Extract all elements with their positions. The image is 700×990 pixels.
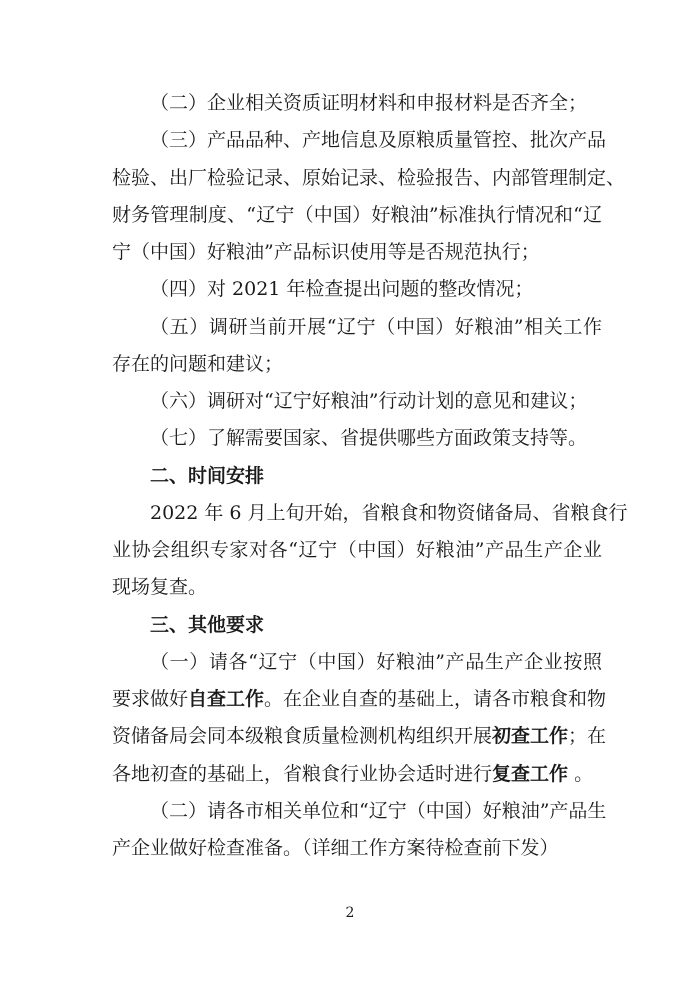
text-line-qualification: （二）企业相关资质证明材料和申报材料是否齐全； [150,92,588,114]
page-number: 2 [345,905,355,921]
text-line-requirement-two-cont: 产企业做好检查准备。（详细工作方案待检查前下发） [112,837,559,859]
initial-check-pre: 资储备局会同本级粮食质量检测机构组织开展 [112,725,493,747]
text-line-requirement-one: （一）请各“辽宁（中国）好粮油”产品生产企业按照 [150,651,602,673]
self-check-post: 。在企业自查的基础上，请各市粮食和物 [264,688,607,710]
text-line-action-plan: （六）调研对“辽宁好粮油”行动计划的意见和建议； [150,390,588,412]
text-line-inspection-records: 检验、出厂检验记录、原始记录、检验报告、内部管理制定、 [112,167,626,189]
review-check-pre: 各地初查的基础上，省粮食行业协会适时进行 [112,763,493,785]
text-line-label-usage: 宁（中国）好粮油”产品标识使用等是否规范执行； [112,241,540,263]
text-line-rectification: （四）对 2021 年检查提出问题的整改情况； [150,278,534,300]
initial-check-post: ；在 [568,725,607,747]
text-line-initial-check [112,724,607,748]
initial-check-emphasis: 初查工作 [492,725,569,747]
review-check-post: 。 [568,763,594,785]
text-line-schedule-start: 2022 年 6 月上旬开始，省粮食和物资储备局、省粮食行 [150,502,628,524]
text-line-schedule-experts: 业协会组织专家对各“辽宁（中国）好粮油”产品生产企业 [112,539,602,561]
text-line-schedule-onsite: 现场复查。 [112,576,208,598]
section-heading-schedule: 二、时间安排 [150,465,265,487]
text-line-research-issues: （五）调研当前开展“辽宁（中国）好粮油”相关工作 [150,316,602,338]
text-line-product-variety: （三）产品品种、产地信息及原粮质量管控、批次产品 [150,129,607,151]
self-check-emphasis: 自查工作 [188,688,265,710]
self-check-pre: 要求做好 [112,688,189,710]
text-line-policy-support: （七）了解需要国家、省提供哪些方面政策支持等。 [150,427,588,449]
section-heading-other-requirements: 三、其他要求 [150,614,265,636]
text-line-review-check [112,762,602,786]
text-line-research-issues-cont: 存在的问题和建议； [112,353,284,375]
text-line-requirement-two: （二）请各市相关单位和“辽宁（中国）好粮油”产品生 [150,800,607,822]
text-line-finance-standard: 财务管理制度、“辽宁（中国）好粮油”标准执行情况和“辽 [112,204,602,226]
text-line-self-check [112,687,607,711]
review-check-emphasis: 复查工作 [492,763,569,785]
